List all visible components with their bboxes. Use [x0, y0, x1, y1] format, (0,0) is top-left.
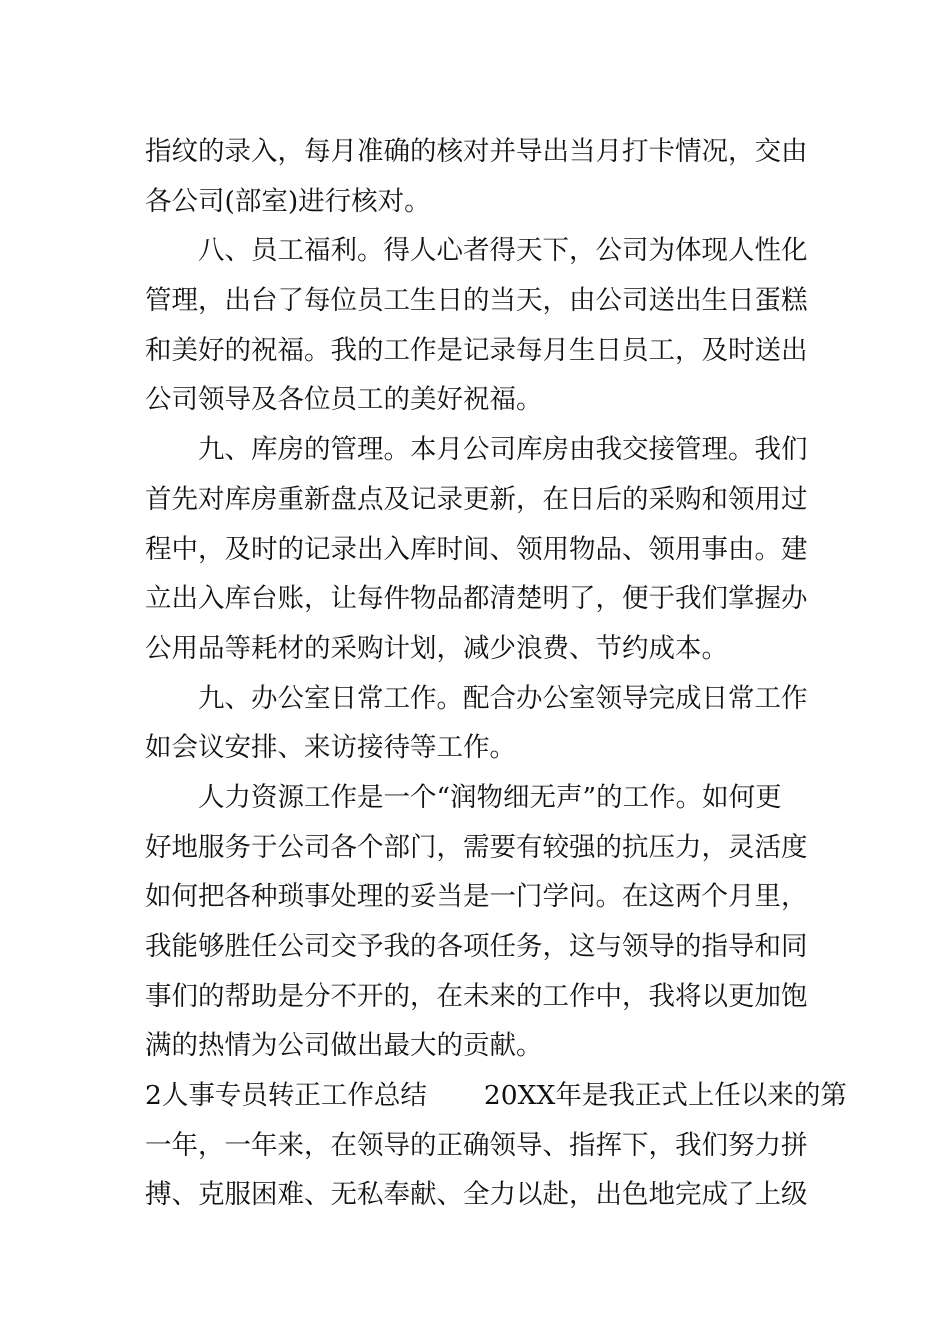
body-line: 我能够胜任公司交予我的各项任务，这与领导的指导和同: [145, 931, 808, 962]
paragraph-start-line: 人力资源工作是一个“润物细无声”的工作。如何更: [198, 781, 782, 813]
paragraph-start-line: 九、库房的管理。本月公司库房由我交接管理。我们: [198, 434, 808, 466]
body-line: 程中，及时的记录出入库时间、领用物品、领用事由。建: [145, 533, 808, 565]
body-line: 管理，出台了每位员工生日的当天，由公司送出生日蛋糕: [145, 285, 808, 317]
section-heading: 2人事专员转正工作总结: [145, 1080, 427, 1112]
body-line: 搏、克服困难、无私奉献、全力以赴，出色地完成了上级: [145, 1179, 808, 1211]
body-line: 指纹的录入，每月准确的核对并导出当月打卡情况，交由: [145, 136, 808, 167]
body-line: 和美好的祝福。我的工作是记录每月生日员工，及时送出: [145, 334, 808, 366]
body-line: 公司领导及各位员工的美好祝福。: [145, 384, 543, 416]
document-body: [145, 127, 847, 1220]
paragraph-start-line: 九、办公室日常工作。配合办公室领导完成日常工作: [198, 682, 808, 714]
body-line: 好地服务于公司各个部门，需要有较强的抗压力，灵活度: [145, 831, 808, 863]
body-line: 满的热情为公司做出最大的贡献。: [145, 1030, 543, 1062]
section-first-line: 20XX年是我正式上任以来的第: [483, 1080, 847, 1112]
section-heading-line: [145, 1071, 847, 1121]
body-line: 事们的帮助是分不开的，在未来的工作中，我将以更加饱: [145, 980, 808, 1012]
paragraph-start-line: 八、员工福利。得人心者得天下，公司为体现人性化: [198, 235, 808, 267]
body-line: 如何把各种琐事处理的妥当是一门学问。在这两个月里，: [145, 881, 808, 913]
body-line: 一年，一年来，在领导的正确领导、指挥下，我们努力拼: [145, 1129, 808, 1161]
body-line: 各公司(部室)进行核对。: [145, 185, 431, 217]
body-line: 立出入库台账，让每件物品都清楚明了，便于我们掌握办: [145, 583, 808, 615]
body-line: 如会议安排、来访接待等工作。: [145, 732, 516, 764]
body-line: 首先对库房重新盘点及记录更新，在日后的采购和领用过: [145, 483, 808, 515]
body-line: 公用品等耗材的采购计划，减少浪费、节约成本。: [145, 632, 728, 664]
